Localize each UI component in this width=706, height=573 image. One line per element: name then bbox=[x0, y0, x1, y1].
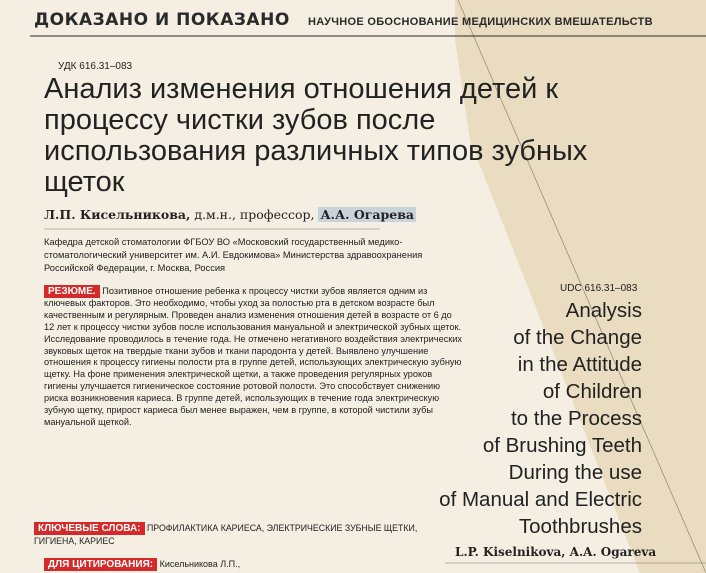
title-en-line: of Manual and Electric bbox=[439, 488, 642, 511]
author-1-degree: д.м.н., профессор, bbox=[190, 207, 319, 222]
title-en-line: During the use bbox=[508, 461, 642, 484]
keywords-label: КЛЮЧЕВЫЕ СЛОВА: bbox=[34, 522, 145, 535]
title-en-line: of Children bbox=[542, 380, 642, 403]
abstract-text: Позитивное отношение ребенка к процессу чистки зубов является одним из ключевых факторов. Это необходимо, чтобы уход за полостью рта в детском возрасте был качественным и регулярным. Проведен анализ изменения отношения детей в возрасте от 6 до 12 лет к процессу чистки зубов после использования мануальной и электрической зубных щеток. Исследование проводилось в течение года. Не отмечено негативного воздействия электрических звуковых щеток на твердые ткани зубов и ткани пародонта у детей. Выявлено улучшение отношения к процессу гигиены полости рта в группе детей, использующих электрическую зубную щетку. На фоне применения электрической щетки, а также проведения регулярных уроков гигиены улучшается гигиеническое состояние ротовой полости. Это способствует снижению риска возникновения кариеса. В группе детей, использующих в течение года электрическую зубную щетку, прирост кариеса был менее выражен, чем в группе, в которой чистили зубы мануальной щеткой. bbox=[44, 286, 463, 427]
citation bbox=[44, 559, 240, 570]
cite-text: Кисельникова Л.П., bbox=[157, 559, 241, 569]
section-subtitle: НАУЧНОЕ ОБОСНОВАНИЕ МЕДИЦИНСКИХ ВМЕШАТЕЛЬСТВ bbox=[308, 16, 653, 28]
title-en-line: of the Change bbox=[513, 326, 642, 349]
section-title: ДОКАЗАНО И ПОКАЗАНО bbox=[34, 10, 290, 30]
title-en-line: in the Attitude bbox=[517, 353, 642, 376]
article-title-ru: Анализ изменения отношения детей к процессу чистки зубов после использования различных типов зубных щеток bbox=[44, 73, 588, 198]
authors-en: L.P. Kiselnikova, A.A. Ogareva bbox=[455, 545, 657, 559]
udc-ru: УДК 616.31–083 bbox=[58, 61, 133, 72]
title-en-line: of Brushing Teeth bbox=[482, 434, 642, 457]
title-en-line: to the Process bbox=[510, 407, 642, 430]
keywords-text: ПРОФИЛАКТИКА КАРИЕСА, ЭЛЕКТРИЧЕСКИЕ ЗУБНЫЕ ЩЕТКИ, ГИГИЕНА, КАРИЕС bbox=[34, 523, 418, 546]
title-en-line: Analysis bbox=[565, 299, 642, 322]
affiliation: Кафедра детской стоматологии ФГБОУ ВО «Московский государственный медико-стоматологический университет им. А.И. Евдокимова» Министерства здравоохранения Российской Федерации, г. Москва, Россия bbox=[44, 237, 423, 273]
udc-en: UDC 616.31–083 bbox=[560, 283, 638, 294]
cite-label: ДЛЯ ЦИТИРОВАНИЯ: bbox=[44, 558, 157, 571]
resume-label: РЕЗЮМЕ. bbox=[44, 285, 100, 298]
authors-ru bbox=[44, 207, 416, 222]
author-1: Л.П. Кисельникова, bbox=[44, 207, 191, 222]
author-2: А.А. Огарева bbox=[320, 207, 414, 222]
keywords bbox=[34, 522, 454, 547]
article-title-en bbox=[400, 297, 642, 540]
title-en-line: Toothbrushes bbox=[518, 515, 642, 538]
